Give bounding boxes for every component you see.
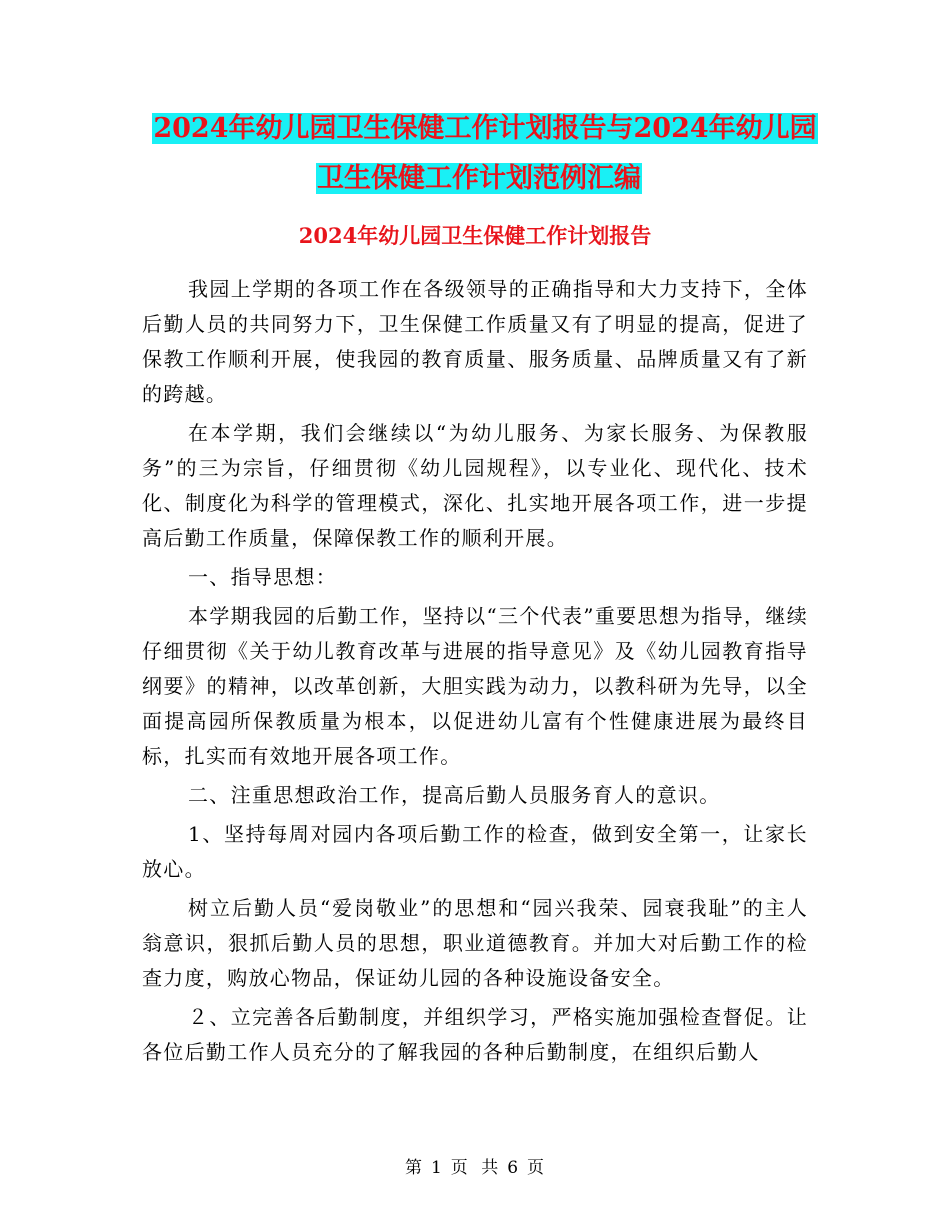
- footer-total-pages: 6: [507, 1158, 520, 1178]
- paragraph: ２、立完善各后勤制度，并组织学习，严格实施加强检查督促。让各位后勤工作人员充分的了解我园的各种后勤制度，在组织后勤人: [142, 1005, 808, 1064]
- footer-suffix: 页: [527, 1158, 546, 1178]
- document-title-line-1: [140, 104, 830, 154]
- footer-page-number: 1: [430, 1158, 443, 1178]
- paragraph: 树立后勤人员“爱岗敬业”的思想和“园兴我荣、园衰我耻”的主人翁意识，狠抓后勤人员的思想，职业道德教育。并加大对后勤工作的检查力度，购放心物品，保证幼儿园的各种设施设备安全。: [142, 896, 808, 990]
- paragraph-heading: 二、注重思想政治工作，提高后勤人员服务育人的意识。: [188, 783, 721, 807]
- paragraph-heading: 一、指导思想：: [188, 565, 338, 589]
- paragraph: 在本学期，我们会继续以“为幼儿服务、为家长服务、为保教服务”的三为宗旨，仔细贯彻《幼儿园规程》，以专业化、现代化、技术化、制度化为科学的管理模式，深化、扎实地开展各项工作，进一步提高后勤工作质量，保障保教工作的顺利开展。: [142, 421, 808, 550]
- footer-middle: 页 共: [450, 1158, 500, 1178]
- page-footer: [0, 1153, 950, 1178]
- document-title-line-2: [140, 154, 830, 204]
- title-highlight-2: 卫生保健工作计划范例汇编: [317, 163, 641, 194]
- footer-prefix: 第: [404, 1158, 423, 1178]
- document-title: [140, 104, 830, 204]
- document-body: [142, 272, 808, 1074]
- paragraph: 我园上学期的各项工作在各级领导的正确指导和大力支持下，全体后勤人员的共同努力下，卫生保健工作质量又有了明显的提高，促进了保教工作顺利开展，使我园的教育质量、服务质量、品牌质量又有了新的跨越。: [142, 277, 808, 406]
- paragraph: 本学期我园的后勤工作，坚持以“三个代表”重要思想为指导，继续仔细贯彻《关于幼儿教育改革与进展的指导意见》及《幼儿园教育指导纲要》的精神，以改革创新，大胆实践为动力，以教科研为先导，以全面提高园所保教质量为根本，以促进幼儿富有个性健康进展为最终目标，扎实而有效地开展各项工作。: [142, 604, 808, 768]
- title-highlight-1: 2024年幼儿园卫生保健工作计划报告与2024年幼儿园: [153, 113, 817, 144]
- paragraph: 1、坚持每周对园内各项后勤工作的检查，做到安全第一，让家长放心。: [142, 822, 808, 881]
- section-title: 2024年幼儿园卫生保健工作计划报告: [298, 223, 652, 248]
